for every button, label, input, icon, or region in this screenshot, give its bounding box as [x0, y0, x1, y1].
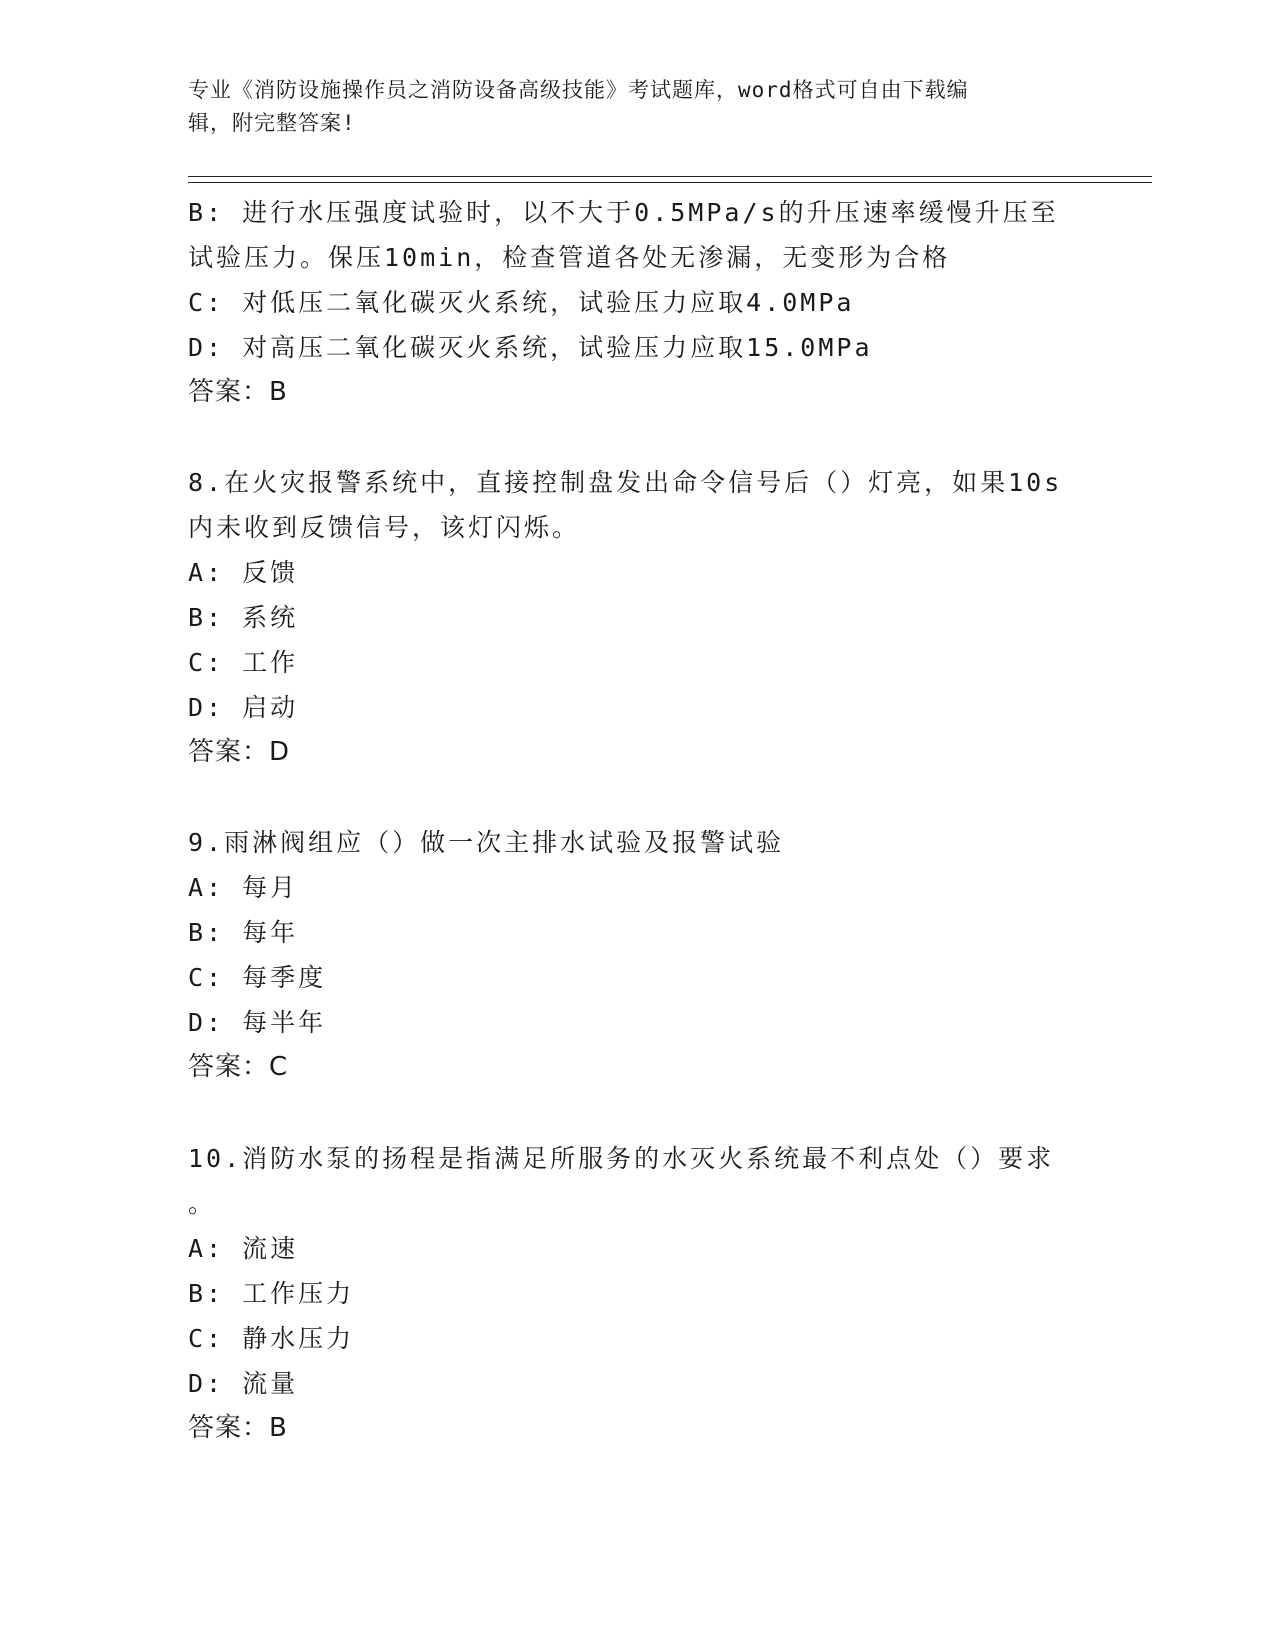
header-divider-bottom — [188, 182, 1152, 183]
option-b: B: 每年 — [188, 918, 299, 947]
header-line-2: 辑，附完整答案! — [188, 111, 356, 135]
question-text-line-2: 。 — [188, 1189, 217, 1218]
option-b: B: 系统 — [188, 603, 299, 632]
option-d: D: 流量 — [188, 1369, 299, 1398]
spacer — [188, 415, 1088, 460]
option-a: A: 每月 — [188, 873, 299, 902]
question-list — [188, 190, 1088, 1451]
spacer — [188, 1090, 1088, 1136]
question-10 — [188, 1136, 1088, 1451]
question-text: 9.雨淋阀组应（）做一次主排水试验及报警试验 — [188, 828, 785, 857]
question-9 — [188, 820, 1088, 1090]
option-c: C: 工作 — [188, 648, 299, 677]
option-d: D: 每半年 — [188, 1008, 327, 1037]
option-d: D: 启动 — [188, 693, 299, 722]
document-header — [188, 74, 1078, 140]
option-c: C: 对低压二氧化碳灭火系统，试验压力应取4.0MPa — [188, 288, 855, 317]
option-b: B: 工作压力 — [188, 1279, 355, 1308]
option-b-line-2: 试验压力。保压10min，检查管道各处无渗漏，无变形为合格 — [188, 243, 951, 272]
option-a: A: 反馈 — [188, 558, 299, 587]
option-a: A: 流速 — [188, 1234, 299, 1263]
spacer — [188, 775, 1088, 820]
question-text-line-1: 10.消防水泵的扬程是指满足所服务的水灭火系统最不利点处（）要求 — [188, 1144, 1055, 1173]
answer: 答案：C — [188, 1052, 289, 1082]
option-d: D: 对高压二氧化碳灭火系统，试验压力应取15.0MPa — [188, 333, 873, 362]
option-c: C: 每季度 — [188, 963, 327, 992]
header-line-1: 专业《消防设施操作员之消防设备高级技能》考试题库，word格式可自由下载编 — [188, 78, 969, 102]
header-divider-top — [188, 176, 1152, 177]
answer: 答案：B — [188, 377, 288, 407]
answer: 答案：B — [188, 1413, 288, 1443]
question-text-line-1: 8.在火灾报警系统中，直接控制盘发出命令信号后（）灯亮，如果10s — [188, 468, 1063, 497]
question-8 — [188, 460, 1088, 775]
question-7-partial — [188, 190, 1088, 415]
option-b-line-1: B: 进行水压强度试验时，以不大于0.5MPa/s的升压速率缓慢升压至 — [188, 198, 1059, 227]
option-c: C: 静水压力 — [188, 1324, 355, 1353]
answer: 答案：D — [188, 737, 291, 767]
question-text-line-2: 内未收到反馈信号，该灯闪烁。 — [188, 513, 581, 542]
